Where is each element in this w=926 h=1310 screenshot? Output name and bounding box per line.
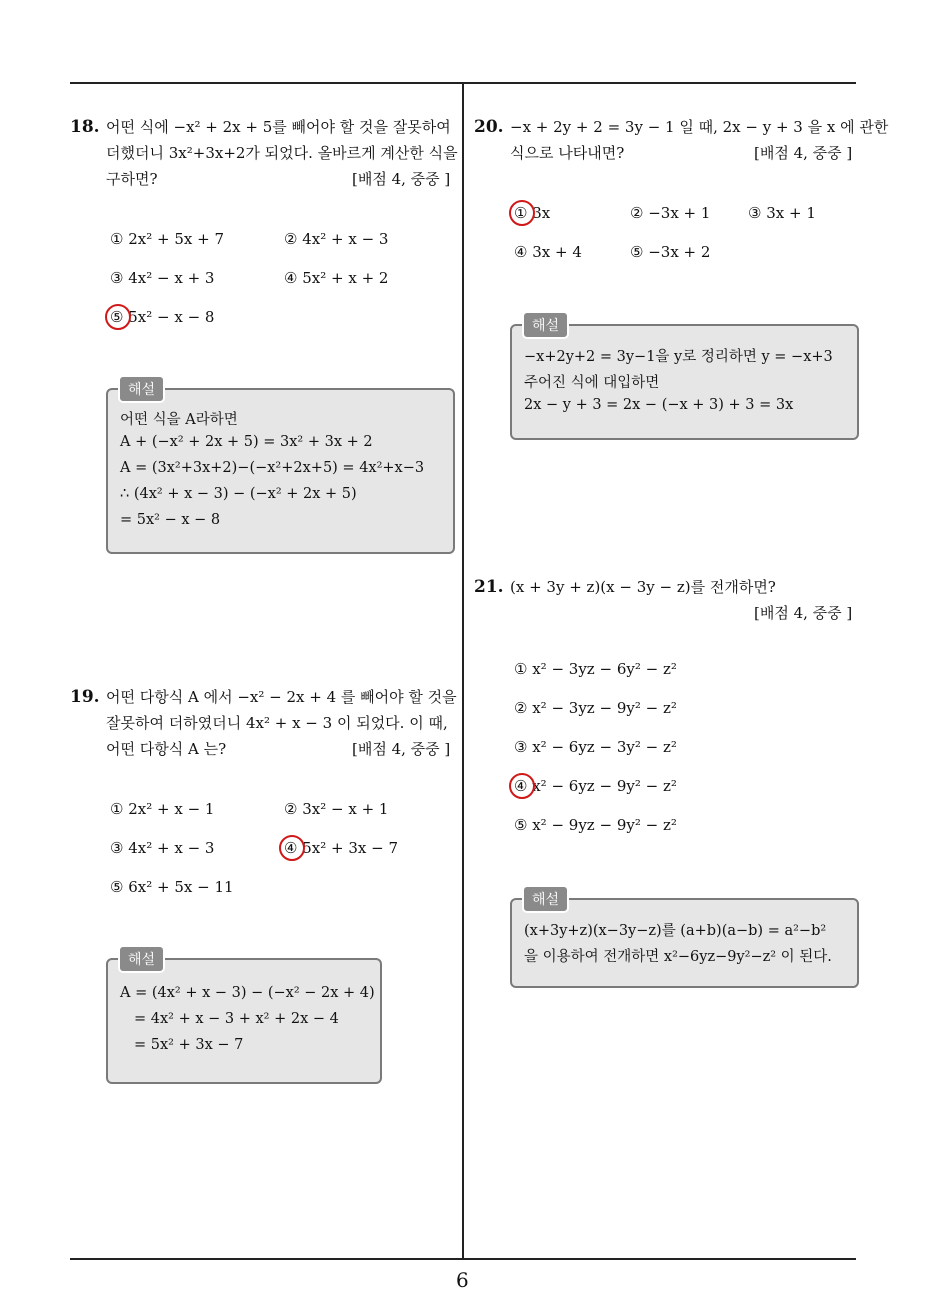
question-line: (x + 3y + z)(x − 3y − z)를 전개하면? <box>510 578 776 596</box>
solution-line: A = (3x²+3x+2)−(−x²+2x+5) = 4x²+x−3 <box>120 460 425 476</box>
option-3[interactable]: ③ 3x + 1 <box>748 204 816 222</box>
option-3[interactable]: ③ x² − 6yz − 3y² − z² <box>514 738 677 756</box>
option-5[interactable]: ⑤ 6x² + 5x − 11 <box>110 878 234 896</box>
option-1[interactable]: ① x² − 3yz − 6y² − z² <box>514 660 677 678</box>
solution-line: (x+3y+z)(x−3y−z)를 (a+b)(a−b) = a²−b² <box>524 923 827 939</box>
answer-mark <box>509 200 535 226</box>
column-divider <box>462 82 464 1260</box>
option-5[interactable]: ⑤ 5x² − x − 8 <box>110 308 215 326</box>
option-4[interactable]: ④ 3x + 4 <box>514 243 582 261</box>
solution-line: = 4x² + x − 3 + x² + 2x − 4 <box>134 1011 339 1027</box>
question-line: 식으로 나타내면? <box>510 144 625 162</box>
question-number: 18. <box>70 117 100 137</box>
option-2[interactable]: ② x² − 3yz − 9y² − z² <box>514 699 677 717</box>
solution-label: 해설 <box>522 885 569 913</box>
question-number: 21. <box>474 577 504 597</box>
option-2[interactable]: ② 4x² + x − 3 <box>284 230 389 248</box>
solution-line: = 5x² − x − 8 <box>120 512 221 528</box>
score-label: [배점 4, 중중 ] <box>754 144 853 162</box>
question-line: 구하면? <box>106 170 158 188</box>
solution-line: 어떤 식을 A라하면 <box>120 412 238 428</box>
question-line: 어떤 다항식 A 에서 −x² − 2x + 4 를 빼어야 할 것을 <box>106 688 457 706</box>
question-line: 어떤 식에 −x² + 2x + 5를 빼어야 할 것을 잘못하여 <box>106 118 451 136</box>
option-4[interactable]: ④ x² − 6yz − 9y² − z² <box>514 777 677 795</box>
option-5[interactable]: ⑤ −3x + 2 <box>630 243 711 261</box>
solution-label: 해설 <box>118 375 165 403</box>
solution-line: ∴ (4x² + x − 3) − (−x² + 2x + 5) <box>120 486 357 502</box>
option-1[interactable]: ① 2x² + x − 1 <box>110 800 215 818</box>
option-5[interactable]: ⑤ x² − 9yz − 9y² − z² <box>514 816 677 834</box>
option-4[interactable]: ④ 5x² + 3x − 7 <box>284 839 398 857</box>
bottom-rule <box>70 1258 856 1260</box>
solution-line: A = (4x² + x − 3) − (−x² − 2x + 4) <box>120 985 375 1001</box>
option-3[interactable]: ③ 4x² + x − 3 <box>110 839 215 857</box>
answer-mark <box>105 304 131 330</box>
score-label: [배점 4, 중중 ] <box>352 170 451 188</box>
option-2[interactable]: ② −3x + 1 <box>630 204 711 222</box>
answer-mark <box>279 835 305 861</box>
option-1[interactable]: ① 3x <box>514 204 551 222</box>
solution-label: 해설 <box>118 945 165 973</box>
solution-line: 을 이용하여 전개하면 x²−6yz−9y²−z² 이 된다. <box>524 949 832 965</box>
solution-label: 해설 <box>522 311 569 339</box>
question-number: 20. <box>474 117 504 137</box>
score-label: [배점 4, 중중 ] <box>754 604 853 622</box>
solution-line: −x+2y+2 = 3y−1을 y로 정리하면 y = −x+3 <box>524 349 833 365</box>
question-line: 잘못하여 더하였더니 4x² + x − 3 이 되었다. 이 때, <box>106 714 448 732</box>
option-3[interactable]: ③ 4x² − x + 3 <box>110 269 215 287</box>
question-text <box>510 574 776 600</box>
solution-line: = 5x² + 3x − 7 <box>134 1037 244 1053</box>
option-2[interactable]: ② 3x² − x + 1 <box>284 800 389 818</box>
question-number: 19. <box>70 687 100 707</box>
solution-line: A + (−x² + 2x + 5) = 3x² + 3x + 2 <box>120 434 373 450</box>
page-number: 6 <box>456 1268 469 1292</box>
solution-line: 2x − y + 3 = 2x − (−x + 3) + 3 = 3x <box>524 397 794 413</box>
answer-mark <box>509 773 535 799</box>
solution-line: 주어진 식에 대입하면 <box>524 375 660 391</box>
option-1[interactable]: ① 2x² + 5x + 7 <box>110 230 224 248</box>
option-4[interactable]: ④ 5x² + x + 2 <box>284 269 389 287</box>
question-line: −x + 2y + 2 = 3y − 1 일 때, 2x − y + 3 을 x 에 관한 <box>510 118 889 136</box>
question-line: 더했더니 3x²+3x+2가 되었다. 올바르게 계산한 식을 <box>106 144 458 162</box>
score-label: [배점 4, 중중 ] <box>352 740 451 758</box>
question-line: 어떤 다항식 A 는? <box>106 740 227 758</box>
